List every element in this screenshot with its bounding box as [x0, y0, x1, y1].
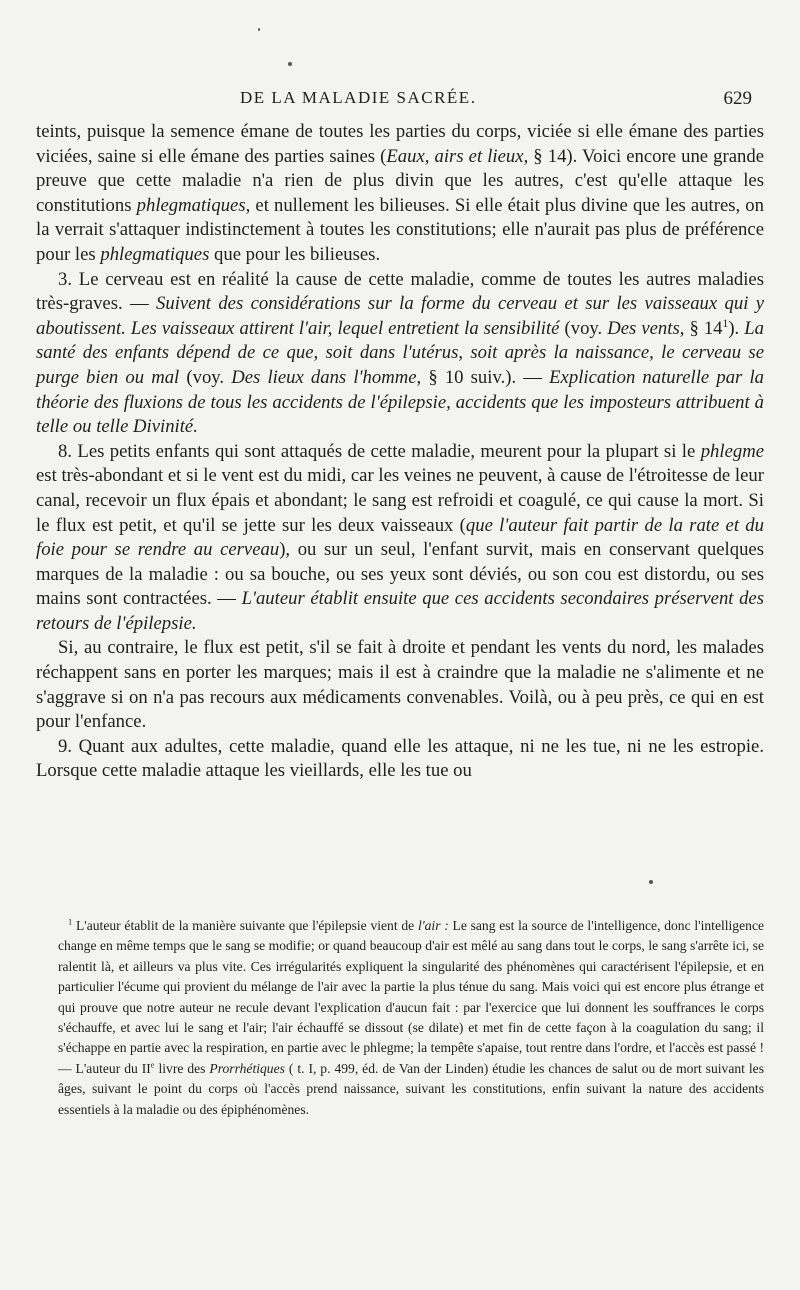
text-run: ).: [728, 317, 745, 339]
italic-summary: La santé des enfants dépend de ce que, soit dans l'utérus, soit après la naissance, le cerveau se purge bien ou mal: [36, 317, 764, 388]
running-head: [0, 86, 800, 114]
footnote-marker: 1: [68, 916, 73, 927]
cited-title: Des vents: [607, 317, 680, 339]
italic-summary: que l'auteur fait partir de la rate et du foie pour se rendre au cerveau: [36, 514, 764, 561]
italic-term: phlegme: [700, 440, 764, 462]
text-run: (voy.: [179, 366, 232, 388]
text-run: ( t. I, p. 499, éd. de Van der Linden) étudie les chances de salut ou de mort suivant les âges, suivant le point du corps où l'accès prend naissance, suivant les constitutions, enfin suivant la nature des accidents essentiels à la maladie ou des épiphénomènes.: [58, 1060, 764, 1117]
text-run: , § 14). Voici encore une grande preuve que cette maladie n'a rien de plus divin que les autres, c'est qu'elle attaque les constitutions: [36, 145, 764, 216]
italic-term: phlegmatiques: [100, 243, 210, 265]
footnotes: [58, 916, 764, 1120]
italic-summary: Explication naturelle par la théorie des fluxions de tous les accidents de l'épilepsie, accidents que les imposteurs attribuent à telle ou telle Divinité.: [36, 366, 764, 438]
footnote-ref: 1: [722, 316, 729, 330]
italic-term: phlegmatiques: [136, 194, 246, 216]
text-run: L'auteur établit de la manière suivante que l'épilepsie vient de: [72, 918, 418, 933]
italic-term: l'air :: [417, 918, 449, 933]
text-run: 3. Le cerveau est en réalité la cause de cette maladie, comme de toutes les autres maladies très-graves. —: [36, 268, 764, 315]
superscript: e: [150, 1059, 155, 1070]
paragraph-north-wind: Si, au contraire, le flux est petit, s'il se fait à droite et pendant les vents du nord, les malades réchappent sans en porter les marques; mais il est à craindre que la maladie ne s'alimente et ne s'aggrave si on n'a pas recours aux médicaments convenables. Voilà, ou à peu près, ce qui en est pour l'enfance.: [36, 637, 764, 733]
text-run: est très-abondant et si le vent est du midi, car les veines ne peuvent, à cause de l'étroitesse de leur canal, recevoir un flux épais et abondant; le sang est refroidi et coagulé, ce qui cause la mort. Si le flux est petit, et qu'il se jette sur les deux vaisseaux (: [36, 465, 764, 536]
text-run: , § 10 suiv.). —: [416, 366, 550, 388]
cited-title: Eaux, airs et lieux: [386, 145, 524, 167]
paragraph-section-3: [36, 268, 764, 440]
italic-summary: Suivent des considérations sur la forme du cerveau et sur les vaisseaux qui y aboutissent. Les vaisseaux attirent l'air, lequel entretient la sensibilité: [36, 293, 765, 339]
text-run: , et nullement les bilieuses. Si elle était plus divine que les autres, on la verrait s'attaquer indistinctement à toutes les constitutions; elle n'aurait pas plus de préférence pour les: [36, 194, 764, 265]
cited-title: Des lieux dans l'homme: [231, 366, 417, 388]
text-run: 8. Les petits enfants qui sont attaqués de cette maladie, meurent pour la plupart si le: [58, 440, 701, 462]
text-run: teints, puisque la semence émane de toutes les parties du corps, viciée si elle émane des parties viciées, saine si elle émane des parties saines (: [36, 121, 764, 167]
text-run: livre des: [154, 1060, 210, 1076]
running-title: DE LA MALADIE SACRÉE.: [240, 88, 477, 107]
paragraph-section-9: 9. Quant aux adultes, cette maladie, quand elle les attaque, ni ne les tue, ni ne les estropie. Lorsque cette maladie attaque les vieillards, elle les tue ou: [36, 735, 764, 782]
text-run: (voy.: [559, 317, 608, 339]
print-speck: [288, 62, 292, 66]
print-speck: [258, 28, 260, 31]
text-run: Le sang est la source de l'intelligence, donc l'intelligence change en même temps que le sang se modifie; or quand beaucoup d'air est mêlé au sang dans tout le corps, le sang s'arrête ici, se ralentit là, et ailleurs va plus vite. Ces irrégularités expliquent la singularité des phénomènes qui caractérisent l'épilepsie, et en particulier l'écume qui provient du mélange de l'air avec la partie la plus ténue du sang. Mais voici qui est encore plus étrange et qui prouve que notre auteur ne recule devant l'explication d'aucun fait : par l'exercice que lui donnent les souffrances le corps s'échauffe, et avec lui le sang et l'air; l'air échauffé se dissout (se dilate) et met fin de cette façon à la coagulation du sang; il s'échappe en partie avec la respiration, en partie avec le phlegme; la tempête s'apaise, tout rentre dans l'ordre, et l'accès est passé ! — L'auteur du II: [58, 918, 765, 1076]
text-run: , § 14: [679, 317, 723, 339]
main-text: [36, 120, 764, 784]
footnote-1: [58, 916, 764, 1120]
page-number: 629: [723, 88, 752, 109]
text-run: ), ou sur un seul, l'enfant survit, mais en conservant quelques marques de la maladie : ou sa bouche, ou ses yeux sont déviés, ou son cou est distordu, ou ses mains sont contractées. —: [36, 539, 764, 610]
paragraph-continued: [36, 120, 764, 268]
cited-title: Prorrhétiques: [209, 1060, 285, 1076]
paragraph-section-8: [36, 440, 764, 637]
italic-summary: L'auteur établit ensuite que ces accidents secondaires préservent des retours de l'épilepsie.: [36, 588, 764, 634]
print-speck: [649, 880, 653, 884]
text-run: que pour les bilieuses.: [209, 243, 381, 265]
